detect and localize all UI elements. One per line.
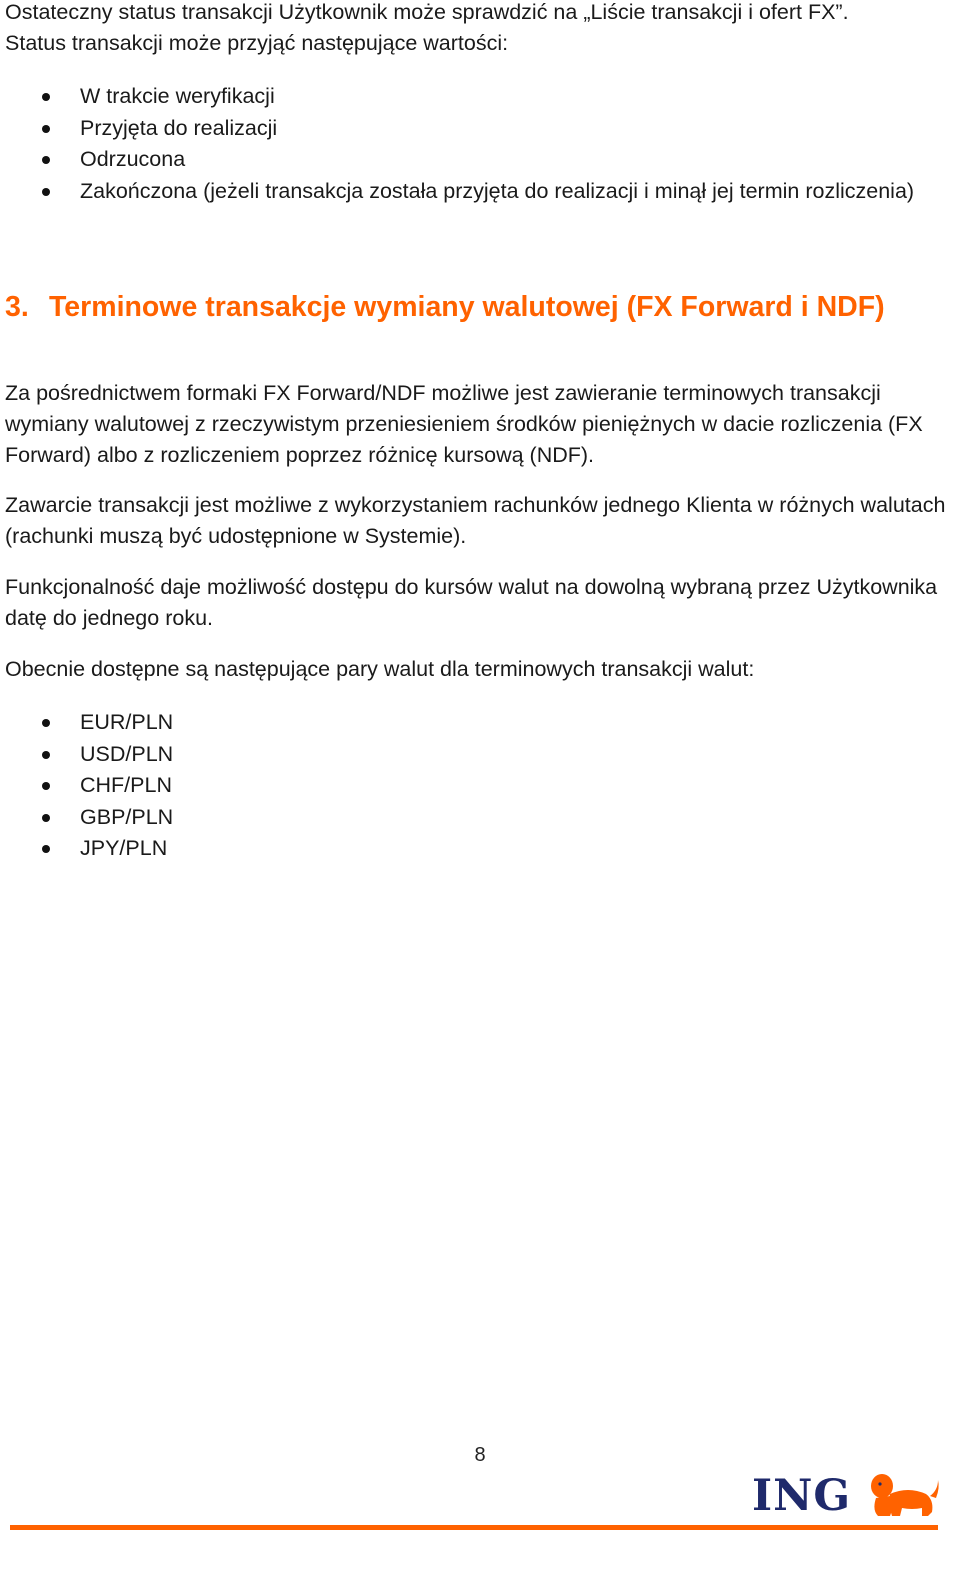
currency-pair-label: USD/PLN xyxy=(80,741,174,766)
intro-text xyxy=(5,0,945,59)
status-item-label: W trakcie weryfikacji xyxy=(80,84,275,108)
paragraph-accounts: Zawarcie transakcji jest możliwe z wykorzystaniem rachunków jednego Klienta w różnych walutach (rachunki muszą być udostępnione w Systemie). xyxy=(5,493,946,548)
bullet-icon xyxy=(42,188,50,196)
currency-pair-list xyxy=(42,707,922,865)
list-item xyxy=(42,707,922,739)
status-item-label: Przyjęta do realizacji xyxy=(80,115,278,140)
currency-pair-label: JPY/PLN xyxy=(80,836,168,860)
status-item-label: Odrzucona xyxy=(80,147,186,171)
list-item xyxy=(42,739,922,771)
list-item xyxy=(42,113,922,145)
section-number: 3. xyxy=(5,291,29,323)
list-item xyxy=(42,833,922,865)
bullet-icon xyxy=(42,814,50,822)
currency-pair-label: EUR/PLN xyxy=(80,710,174,734)
bullet-icon xyxy=(42,93,50,101)
bullet-icon xyxy=(42,782,50,790)
list-item xyxy=(42,81,922,113)
bullet-icon xyxy=(42,719,50,727)
paragraph-functionality: Funkcjonalność daje możliwość dostępu do kursów walut na dowolną wybraną przez Użytkownika datę do jednego roku. xyxy=(5,575,938,630)
section-title: Terminowe transakcje wymiany walutowej (FX Forward i NDF) xyxy=(49,291,885,323)
logo-text: ING xyxy=(752,1471,852,1521)
bullet-icon xyxy=(42,156,50,164)
paragraph-fx-forward-ndf: Za pośrednictwem formaki FX Forward/NDF możliwe jest zawieranie terminowych transakcji wymiany walutowej z rzeczywistym przeniesieniem środków pieniężnych w dacie rozliczenia (FX Forward) albo z rozliczeniem poprzez różnicę kursową (NDF). xyxy=(5,381,923,467)
status-item-label: Zakończona (jeżeli transakcja została przyjęta do realizacji i minął jej termin rozliczenia) xyxy=(80,178,915,203)
footer-divider xyxy=(10,1525,938,1530)
list-item xyxy=(42,770,922,802)
currency-pair-label: GBP/PLN xyxy=(80,804,174,829)
currency-pair-label: CHF/PLN xyxy=(80,773,172,797)
paragraph-currency-pairs-intro: Obecnie dostępne są następujące pary walut dla terminowych transakcji walut: xyxy=(5,657,755,681)
section-heading xyxy=(5,288,945,326)
bullet-icon xyxy=(42,125,50,133)
page-number: 8 xyxy=(474,1444,486,1466)
ing-logo xyxy=(752,1470,942,1522)
list-item xyxy=(42,802,922,834)
list-item xyxy=(42,176,922,208)
lion-icon xyxy=(868,1472,940,1518)
list-item xyxy=(42,144,922,176)
intro-line-1: Ostateczny status transakcji Użytkownik może sprawdzić na „Liście transakcji i ofert FX”. xyxy=(5,0,849,24)
bullet-icon xyxy=(42,751,50,759)
status-list xyxy=(42,81,922,207)
intro-line-2: Status transakcji może przyjąć następujące wartości: xyxy=(5,31,509,55)
bullet-icon xyxy=(42,845,50,853)
